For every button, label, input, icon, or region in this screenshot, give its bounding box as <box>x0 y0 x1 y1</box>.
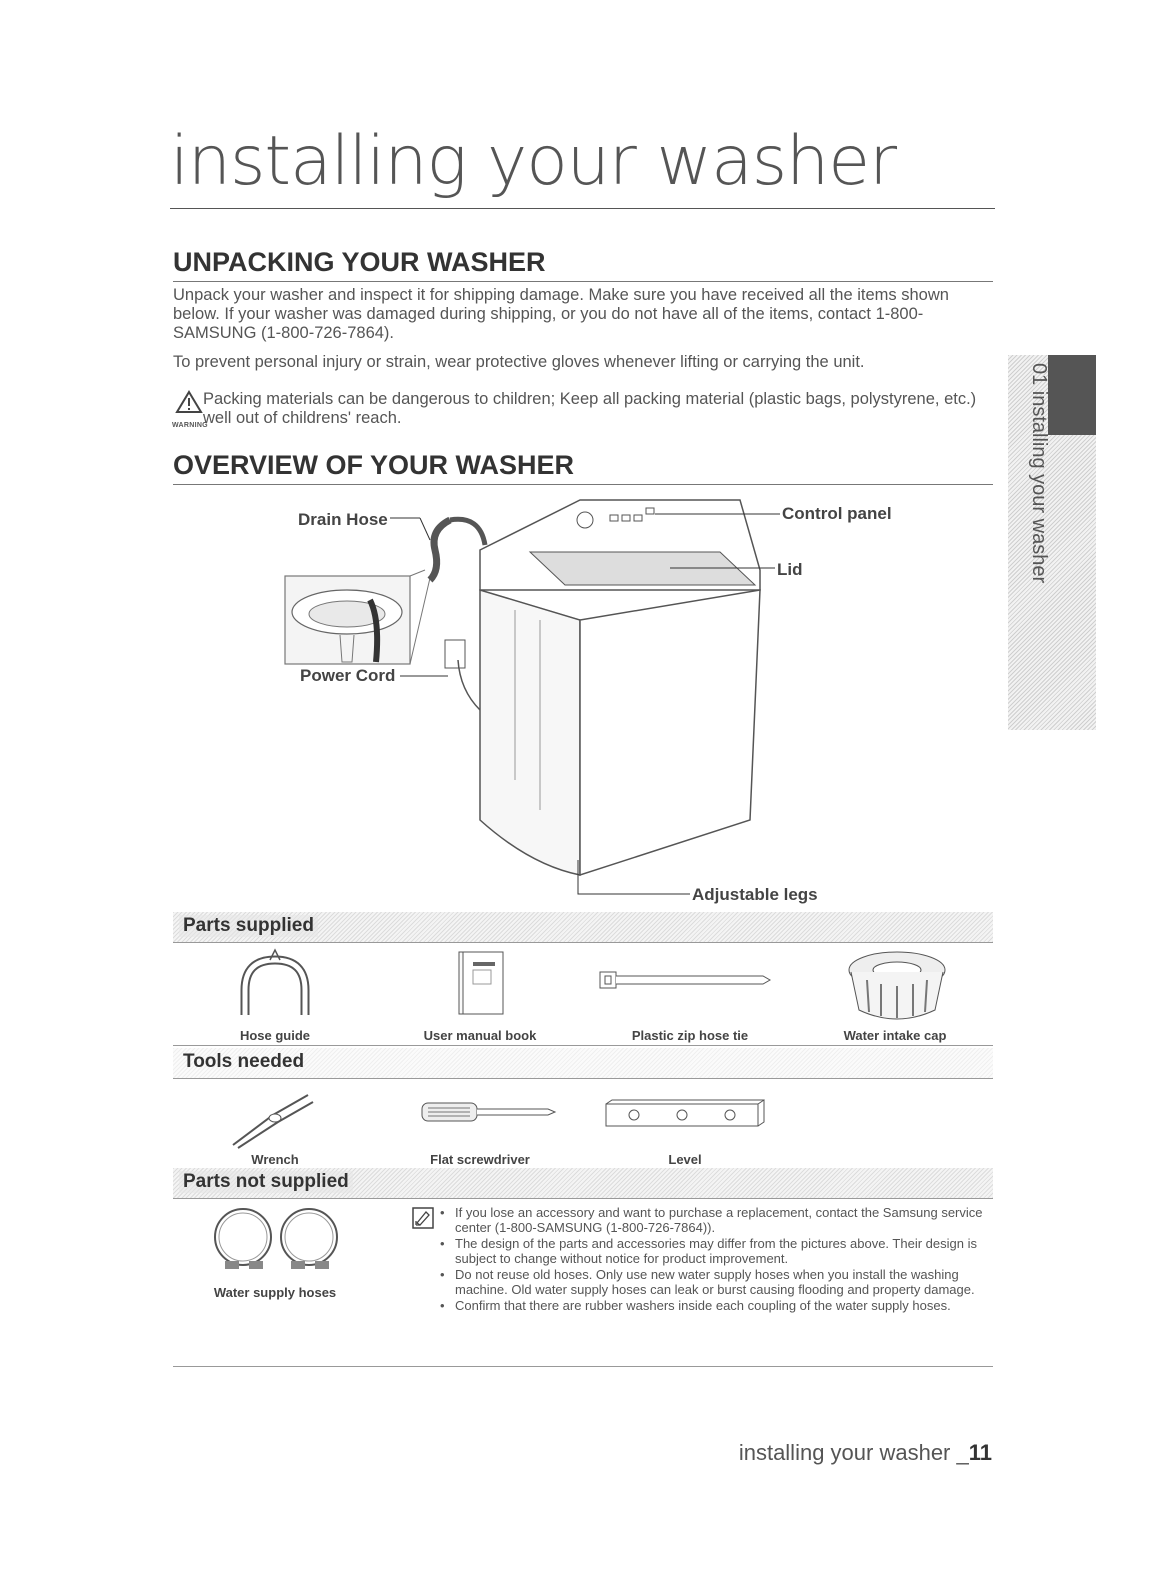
wrench-icon <box>228 1090 318 1150</box>
caption-zip-tie: Plastic zip hose tie <box>631 1028 749 1043</box>
callout-control-panel: Control panel <box>782 504 892 523</box>
chapter-side-tab <box>1008 355 1096 730</box>
note-item: • The design of the parts and accessories may differ from the pictures above. Their design is subject to change without notice for product improvement. <box>440 1236 990 1266</box>
note-icon <box>412 1207 434 1229</box>
screwdriver-icon <box>420 1100 560 1124</box>
callout-power-cord: Power Cord <box>300 666 396 685</box>
warning-label: WARNING <box>172 422 208 429</box>
caption-water-supply-hoses: Water supply hoses <box>213 1285 337 1300</box>
parts-supplied-label: Parts supplied <box>179 915 318 937</box>
caption-screwdriver: Flat screwdriver <box>430 1152 530 1167</box>
chapter-side-label: 01 installing your washer <box>1028 363 1050 584</box>
parts-supplied-band <box>173 912 993 943</box>
note-item: • Confirm that there are rubber washers inside each coupling of the water supply hoses. <box>440 1298 990 1313</box>
tools-top-rule <box>173 1045 993 1046</box>
callout-adjustable-legs: Adjustable legs <box>692 885 818 904</box>
zip-tie-icon <box>598 968 773 992</box>
caption-user-manual: User manual book <box>423 1028 537 1043</box>
unpacking-paragraph-2: To prevent personal injury or strain, wear protective gloves whenever lifting or carrying the unit. <box>173 353 865 371</box>
hose-guide-icon <box>230 950 320 1020</box>
level-icon <box>604 1098 769 1128</box>
overview-heading: OVERVIEW OF YOUR WASHER <box>173 450 993 485</box>
warning-block <box>173 390 993 428</box>
bottom-rule <box>173 1366 993 1367</box>
water-intake-cap-icon <box>845 948 950 1023</box>
caption-water-intake-cap: Water intake cap <box>843 1028 947 1043</box>
warning-text: Packing materials can be dangerous to children; Keep all packing material (plastic bags, polystyrene, etc.) well out of childrens' reach. <box>203 390 977 427</box>
caption-hose-guide: Hose guide <box>239 1028 311 1043</box>
tools-needed-band <box>173 1048 993 1079</box>
parts-not-supplied-label: Parts not supplied <box>179 1171 353 1193</box>
user-manual-icon <box>455 950 510 1020</box>
page-footer <box>739 1440 992 1466</box>
parts-not-supplied-band <box>173 1168 993 1199</box>
chapter-title: installing your washer <box>170 128 995 209</box>
callout-lid: Lid <box>777 560 803 579</box>
footer-text: installing your washer _ <box>738 1440 969 1465</box>
water-supply-hoses-icon <box>205 1205 350 1275</box>
washer-illustration <box>280 490 800 890</box>
notes-list <box>440 1205 990 1314</box>
caption-level: Level <box>668 1152 702 1167</box>
note-item: • Do not reuse old hoses. Only use new water supply hoses when you install the washing machine. Old water supply hoses can leak or burst causing flooding and property damage. <box>440 1267 990 1297</box>
tools-needed-label: Tools needed <box>183 1051 305 1072</box>
chapter-side-label-wrap <box>1016 363 1056 723</box>
unpacking-paragraph-1: Unpack your washer and inspect it for shipping damage. Make sure you have received all the items shown below. If your washer was damaged during shipping, or you do not have all of the items, contact 1-800-SAMSUNG (1-800-726-7864). <box>173 286 949 342</box>
warning-icon <box>173 390 205 414</box>
caption-wrench: Wrench <box>251 1152 299 1167</box>
page-number: 11 <box>968 1440 992 1465</box>
unpacking-heading: UNPACKING YOUR WASHER <box>173 247 993 282</box>
note-item: • If you lose an accessory and want to purchase a replacement, contact the Samsung service center (1-800-SAMSUNG (1-800-726-7864)). <box>440 1205 990 1235</box>
callout-drain-hose: Drain Hose <box>298 510 388 529</box>
